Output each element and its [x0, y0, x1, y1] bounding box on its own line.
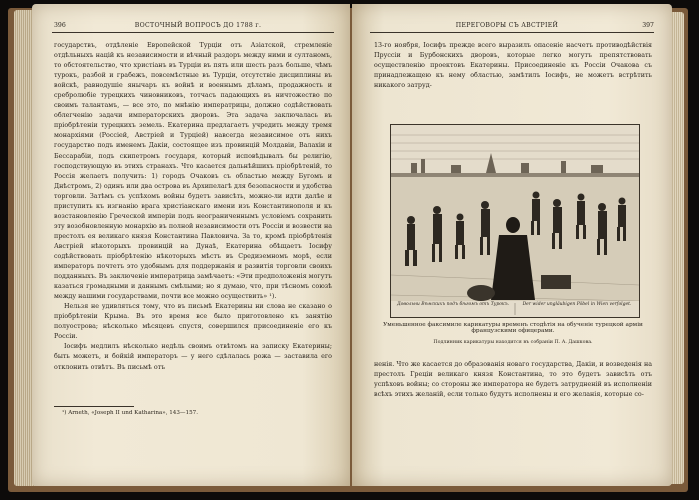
right-body-text-top — [374, 41, 652, 91]
left-running-title: ВОСТОЧНЫЙ ВОПРОСЪ ДО 1788 г. — [134, 22, 262, 29]
right-running-title: ПЕРЕГОВОРЫ СЪ АВСТРІЕЙ — [455, 22, 559, 29]
left-paragraph: государствъ, отдѣленіе Европейской Турціи отъ Азіатской, стремленіе отдѣльныхъ націй къ независимости и вѣчный раздоръ между ними и султаномъ, то обстоятельство, что христіанъ въ Турціи въ пять или шесть разъ больше, чѣмъ турокъ, разбой и грабежъ, повсемѣстные въ Турціи, отсутствіе дисциплины въ войскѣ, равнодушіе янычаръ къ войнѣ и военнымъ дѣламъ, продажность и сребролюбіе турецкихъ чиновниковъ, тотчасъ падающихъ въ ничтожество по своимъ талантамъ, — все это, по мнѣнію императрицы, должно содѣйствовать облегченію задачи императорскихъ дворовъ. Эта задача заключалась въ пріобрѣтеніи турецкихъ земель. Екатерина предлагаетъ учредить между тремя монархіями (Россіей, Австріей и Турціей) навсегда независимое отъ нихъ государство подъ именемъ Дакіи, состоящее изъ провинцій Молдавіи, Валахіи и Бессарабіи, подъ скипетромъ государя, который исповѣдывалъ бы религію, господствующую въ этихъ странахъ. Что касается дальнѣйшихъ пріобрѣтеній, то Россія желаетъ получить: 1) городъ Очаковъ съ областью между Бугомъ и Днѣстромъ, 2) одинъ или два острова въ Архипелагѣ для безопасности и удобства торговли. Затѣмъ съ успѣхомъ войны будетъ зависѣть, можно-ли идти далѣе и приступить къ изгнанію врага христіанскаго имени изъ Константинополя и къ возстановленію Греческой имперіи подъ неограниченнымъ условіемъ сохранить эту возобновленную монархію въ полной независимости отъ Россіи и возвести на престолъ ея великаго князя Константина Павловича. За то, кромѣ пріобрѣтенія Австріей нѣкоторыхъ провинцій на Дунаѣ, Екатерина обѣщаетъ Іосифу содѣйствовать пріобрѣтенію нѣкоторыхъ мѣстъ въ Средиземномъ морѣ, если императоръ почтетъ это удобнымъ для поддержанія и развитія торговли своихъ подданныхъ. Въ заключеніе императрица замѣчаетъ: «Эти предположенія могутъ казаться громадными и даннымъ смѣлыми; но я думаю, что, при тѣсномъ союзѣ между нашими государствами, почти все можно осуществить» ¹). — [54, 42, 332, 301]
footnote-rule — [54, 406, 134, 407]
left-footnote: ¹) Arneth, «Joseph II und Katharina», 143—157. — [62, 410, 198, 416]
left-page-number: 396 — [54, 22, 66, 29]
right-page — [352, 4, 672, 486]
left-paragraph: Нельзя не удивляться тому, что въ письмѣ Екатерины ни слова не сказано о пріобрѣтеніи Крыма. Въ это время все было приготовлено къ занятію полуострова; нѣсколько мѣсяцевъ спустя, совершился присоединеніе его къ Россіи. — [54, 303, 332, 341]
illustration-caption-right: Der wider ungläubigen Pöbel in Wien verfolget. — [522, 302, 632, 307]
right-body-text-bottom — [374, 360, 652, 400]
left-paragraph: Іосифъ медлилъ нѣсколько недѣль своимъ отвѣтомъ на записку Екатерины; быть можетъ, и бойкій императоръ — у него сдѣлалась рожа — заставила его отклонить отвѣтъ. Въ письмѣ отъ — [54, 343, 332, 371]
illustration-source-note: Подлинник карикатуры находится въ собраніи П. А. Дашкова. — [433, 340, 593, 345]
illustration-caption-left: Довольни Вѣнскихъ подъ бѣгомъ отъ Турокъ. — [396, 302, 510, 307]
right-paragraph: ненія. Что же касается до образованія новаго государства, Дакіи, и возведенія на престолъ Греціи великаго князя Константина, то это будетъ зависѣть отъ успѣховъ войны; со стороны же императора не будетъ затрудненій въ исполненіи всѣхъ этихъ желаній, если только будутъ исполнены и его желанія, которые со- — [374, 361, 652, 399]
right-paragraph: 13-го ноября, Іосифъ прежде всего выразилъ опасеніе насчетъ противодѣйствія Пруссіи и Бурбонскихъ дворовъ, которые легко могутъ препятствовать осуществленію проектовъ Екатерины. Присоединеніе къ Россіи Очакова съ принадлежащею къ нему областью, замѣтилъ Іосифъ, не можетъ встрѣтить никакого затруд- — [374, 42, 652, 90]
caricature-illustration — [390, 124, 640, 318]
caricature-drawing-icon — [391, 125, 639, 317]
left-header-rule — [52, 32, 334, 33]
right-page-number: 397 — [642, 22, 654, 29]
page-edges-right — [670, 12, 684, 484]
left-page — [32, 4, 350, 486]
illustration-caption: Уменьшенное факсимиле карикатуры временъ стодѣтія на обученіе турецкой арміи французскими офицерами. — [383, 322, 643, 334]
left-body-text — [54, 41, 332, 373]
right-header-rule — [370, 32, 654, 33]
